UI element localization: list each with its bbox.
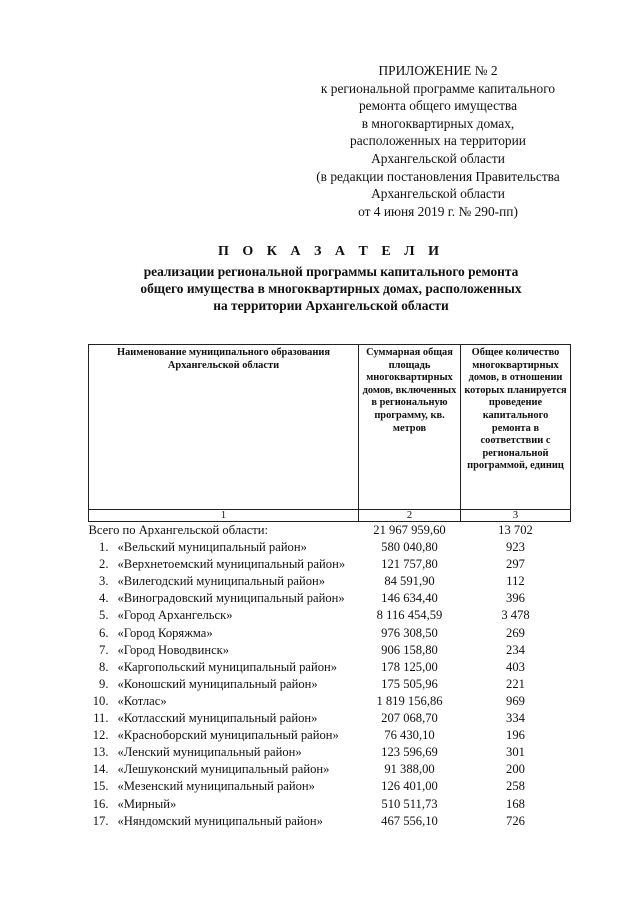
count-cell: 301 [506,745,525,760]
count-cell: 297 [506,557,525,572]
area-cell: 146 634,40 [381,591,438,606]
municipality-name: «Котласский муниципальный район» [117,711,318,726]
count-cell: 168 [506,796,525,811]
area-cell: 8 116 454,59 [376,608,443,623]
header-house-count: Общее количество многоквартирных домов, в отношении которых планируется проведение капитального ремонта в соответствии с региональной программой, единиц [461,345,571,510]
count-cell: 258 [506,779,525,794]
title-line: реализации региональной программы капитального ремонта [143,264,519,279]
annex-line: к региональной программе капитального [320,80,556,96]
municipality-name: «Котлас» [117,693,167,708]
table-row [89,642,571,659]
table-row [89,607,571,624]
table-row [89,796,571,813]
header-municipality: Наименование муниципального образования Архангельской области [89,345,359,510]
count-cell: 3 478 [501,608,530,623]
municipality-name: «Виноградовский муниципальный район» [117,591,345,606]
row-number: 2. [99,557,109,572]
table-row [89,761,571,778]
municipality-name: «Верхнетоемский муниципальный район» [117,557,346,572]
row-number: 17. [92,813,109,828]
table-row [89,744,571,761]
total-area: 21 967 959,60 [373,523,446,537]
municipality-name: «Город Новодвинск» [117,642,230,657]
count-cell: 269 [506,625,525,640]
table-row [89,573,571,590]
municipality-cell [89,761,359,778]
count-cell: 403 [506,659,525,674]
row-number: 12. [92,728,109,743]
column-number: 2 [359,510,461,522]
annex-line: Архангельской области [371,186,505,202]
row-number: 10. [92,693,109,708]
count-cell: 200 [506,762,525,777]
table-row [89,659,571,676]
municipality-cell [89,607,359,624]
municipality-cell [89,539,359,556]
area-cell: 1 819 156,86 [376,693,443,708]
municipality-name: «Красноборский муниципальный район» [117,728,339,743]
row-number: 4. [99,591,109,606]
annex-title: ПРИЛОЖЕНИЕ № 2 [378,63,498,78]
municipality-name: «Коношский муниципальный район» [117,676,318,691]
annex-line: ремонта общего имущества [358,98,518,114]
indicators-table [88,344,571,830]
count-cell: 234 [506,642,525,657]
area-cell: 467 556,10 [381,813,438,828]
area-cell: 976 308,50 [381,625,438,640]
total-count: 13 702 [498,523,533,537]
area-cell: 121 757,80 [381,557,438,572]
table-row [89,556,571,573]
annex-line: расположенных на территории [350,133,526,149]
total-label: Всего по Архангельской области: [88,523,269,537]
area-cell: 178 125,00 [381,659,438,674]
annex-block [288,62,588,220]
count-cell: 396 [506,591,525,606]
annex-line: от 4 июня 2019 г. № 290-пп) [358,203,518,219]
row-number: 15. [92,779,109,794]
table-row [89,710,571,727]
row-number: 13. [92,745,109,760]
row-number: 6. [99,625,109,640]
total-row [89,522,571,540]
column-number-row [89,510,571,522]
municipality-cell [89,727,359,744]
header-total-area: Суммарная общая площадь многоквартирных домов, включенных в региональную программу, кв. метров [359,345,461,510]
row-number: 1. [99,540,109,555]
row-number: 14. [92,762,109,777]
municipality-name: «Няндомский муниципальный район» [117,813,323,828]
count-cell: 221 [506,676,525,691]
count-cell: 726 [506,813,525,828]
municipality-cell [89,556,359,573]
municipality-cell [89,642,359,659]
annex-line: (в редакции постановления Правительства [316,168,560,184]
area-cell: 126 401,00 [381,779,438,794]
area-cell: 906 158,80 [381,642,438,657]
municipality-name: «Мирный» [117,796,177,811]
row-number: 16. [92,796,109,811]
table-body [89,522,571,830]
municipality-name: «Вилегодский муниципальный район» [117,574,326,589]
annex-line: Архангельской области [371,150,505,166]
table-row [89,625,571,642]
municipality-name: «Каргопольский муниципальный район» [117,659,338,674]
municipality-name: «Мезенский муниципальный район» [117,779,315,794]
count-cell: 334 [506,711,525,726]
municipality-cell [89,659,359,676]
column-number: 3 [461,510,571,522]
title-line: на территории Архангельской области [213,298,449,313]
document-title [96,243,566,314]
municipality-cell [89,573,359,590]
table-row [89,727,571,744]
row-number: 9. [99,676,109,691]
table-row [89,539,571,556]
municipality-cell [89,778,359,795]
municipality-cell [89,693,359,710]
area-cell: 123 596,69 [381,745,438,760]
municipality-cell [89,590,359,607]
row-number: 11. [93,711,109,726]
area-cell: 510 511,73 [381,796,438,811]
table-row [89,676,571,693]
table-header-row [89,345,571,510]
municipality-name: «Город Коряжма» [117,625,213,640]
municipality-cell [89,796,359,813]
area-cell: 175 505,96 [381,676,438,691]
municipality-cell [89,813,359,830]
area-cell: 580 040,80 [381,540,438,555]
count-cell: 969 [506,693,525,708]
municipality-name: «Лешуконский муниципальный район» [117,762,330,777]
table-row [89,590,571,607]
count-cell: 923 [506,540,525,555]
municipality-name: «Ленский муниципальный район» [117,745,302,760]
count-cell: 196 [506,728,525,743]
municipality-name: «Город Архангельск» [117,608,233,623]
table-row [89,778,571,795]
row-number: 8. [99,659,109,674]
table-row [89,813,571,830]
table-row [89,693,571,710]
municipality-name: «Вельский муниципальный район» [117,540,307,555]
area-cell: 207 068,70 [381,711,438,726]
municipality-cell [89,744,359,761]
row-number: 5. [99,608,109,623]
area-cell: 84 591,90 [384,574,435,589]
municipality-cell [89,625,359,642]
area-cell: 76 430,10 [384,728,435,743]
row-number: 3. [99,574,109,589]
title-heading: П О К А З А Т Е Л И [217,244,445,259]
count-cell: 112 [506,574,525,589]
annex-line: в многоквартирных домах, [361,115,515,131]
municipality-cell [89,676,359,693]
column-number: 1 [89,510,359,522]
municipality-cell [89,710,359,727]
area-cell: 91 388,00 [384,762,435,777]
row-number: 7. [99,642,109,657]
title-line: общего имущества в многоквартирных домах, расположенных [140,281,522,296]
